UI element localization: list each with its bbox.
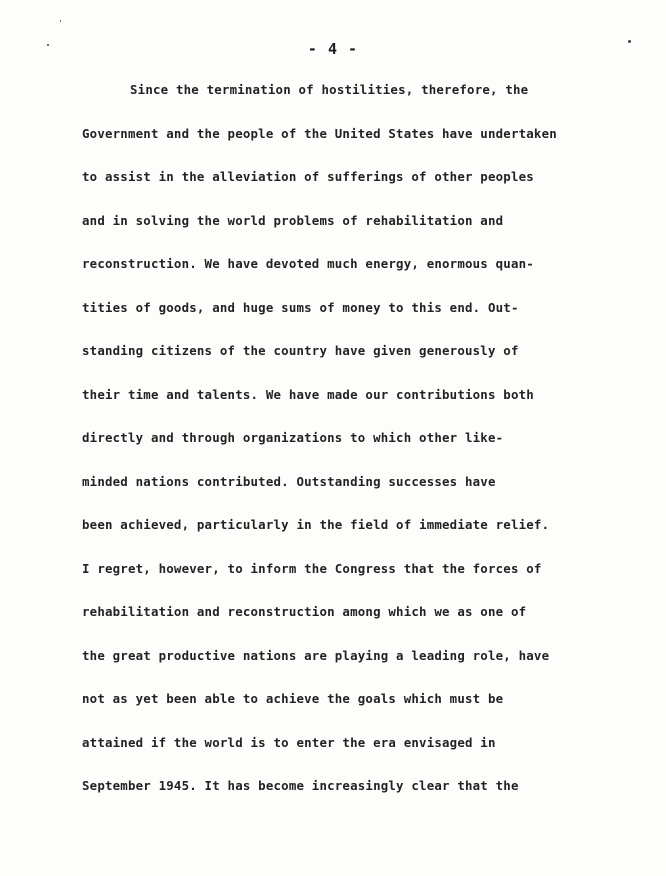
text-line: September 1945. It has become increasingly clear that the (82, 778, 519, 793)
text-line: Since the termination of hostilities, therefore, the (130, 82, 529, 97)
text-line: the great productive nations are playing a leading role, have (82, 647, 550, 663)
text-line: been achieved, particularly in the field of immediate relief. (82, 517, 550, 532)
text-line: and in solving the world problems of rehabilitation and (82, 212, 504, 228)
text-line: to assist in the alleviation of sufferings of other peoples (82, 169, 534, 184)
paper-speck (60, 20, 61, 22)
text-line: not as yet been able to achieve the goals which must be (82, 691, 504, 706)
paper-speck (47, 44, 49, 46)
body-text (82, 78, 642, 818)
text-line: standing citizens of the country have given generously of (82, 343, 519, 358)
text-line: reconstruction. We have devoted much energy, enormous quan- (82, 256, 534, 271)
page-number: - 4 - (307, 40, 359, 58)
paper-speck (628, 40, 631, 43)
text-line: rehabilitation and reconstruction among which we as one of (82, 604, 527, 619)
text-line: directly and through organizations to which other like- (82, 430, 504, 445)
text-line: their time and talents. We have made our contributions both (82, 386, 534, 402)
text-line: Government and the people of the United States have undertaken (82, 125, 557, 141)
text-line: minded nations contributed. Outstanding successes have (82, 473, 496, 489)
text-line: tities of goods, and huge sums of money to this end. Out- (82, 299, 519, 315)
text-line: I regret, however, to inform the Congress that the forces of (82, 560, 542, 576)
text-line: attained if the world is to enter the era envisaged in (82, 734, 496, 750)
